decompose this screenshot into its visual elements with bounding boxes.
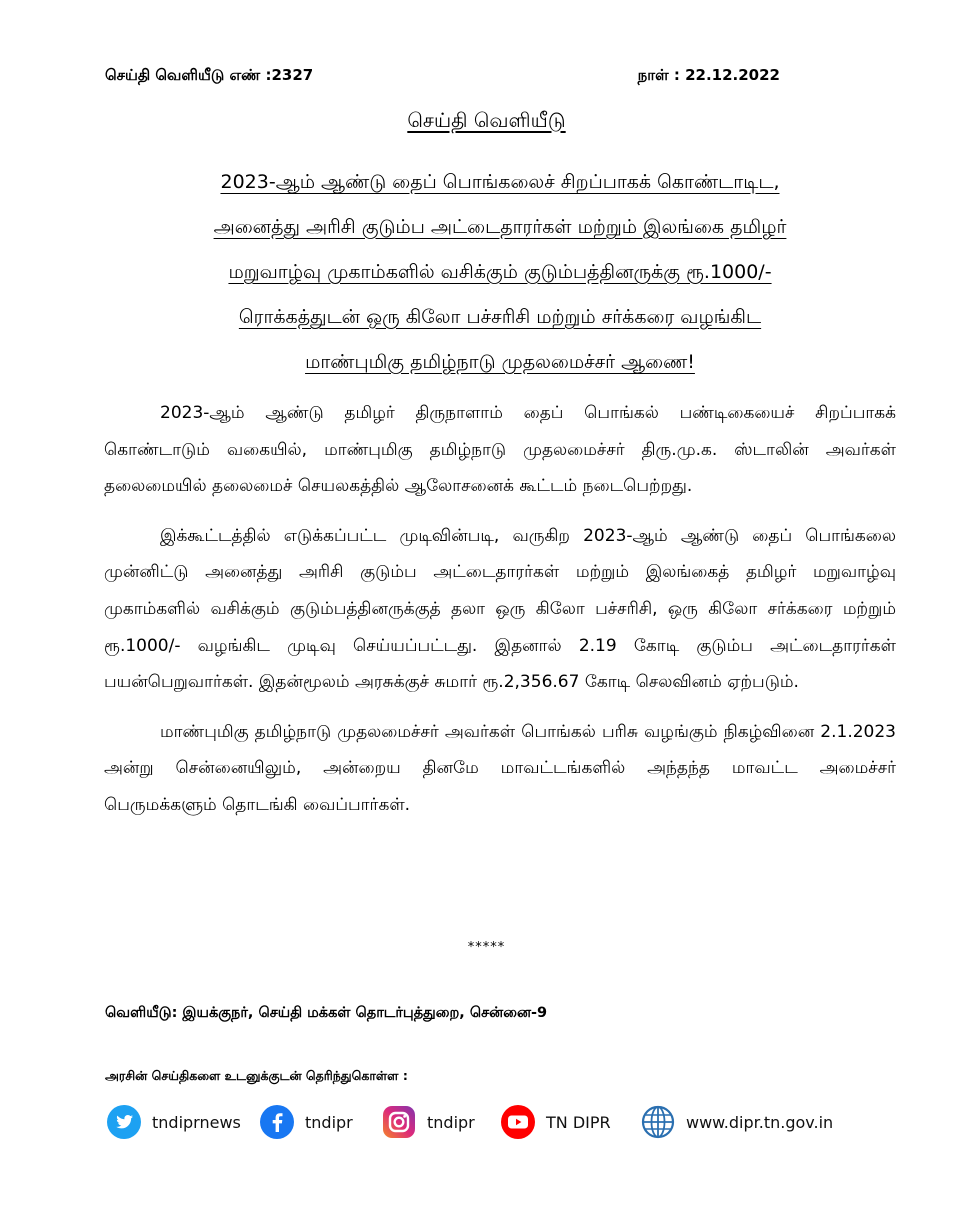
social-link-facebook[interactable] [259,1102,353,1142]
social-links [106,1102,846,1142]
header-row [105,66,780,90]
release-date: நாள் : 22.12.2022 [637,66,780,84]
paragraph: இக்கூட்டத்தில் எடுக்கப்பட்ட முடிவின்படி, வருகிற 2023-ஆம் ஆண்டு தைப் பொங்கலை முன்னிட்டு அனைத்து அரிசி குடும்ப அட்டைதாரர்கள் மற்றும் இலங்கைத் தமிழர் மறுவாழ்வு முகாம்களில் வசிக்கும் குடும்பத்தினருக்குத் தலா ஒரு கிலோ பச்சரிசி, ஒரு கிலோ சர்க்கரை மற்றும் ரூ.1000/- வழங்கிட முடிவு செய்யப்பட்டது. இதனால் 2.19 கோடி குடும்ப அட்டைதாரர்கள் பயன்பெறுவார்கள். இதன்மூலம் அரசுக்குச் சுமார் ரூ.2,356.67 கோடி செலவினம் ஏற்படும். [104,525,896,693]
document-title: செய்தி வெளியீடு [407,108,566,132]
headline-line: மாண்புமிகு தமிழ்நாடு முதலமைச்சர் ஆணை! [305,351,695,373]
facebook-icon [259,1104,295,1140]
globe-icon [640,1104,676,1140]
headline-line: 2023-ஆம் ஆண்டு தைப் பொங்கலைச் சிறப்பாகக் கொண்டாடிட, [220,171,780,193]
separator: ***** [467,940,506,955]
paragraph: 2023-ஆம் ஆண்டு தமிழர் திருநாளாம் தைப் பொங்கல் பண்டிகையைச் சிறப்பாகக் கொண்டாடும் வகையில், மாண்புமிகு தமிழ்நாடு முதலமைச்சர் திரு.மு.க. ஸ்டாலின் அவர்கள் தலைமையில் தலைமைச் செயலகத்தில் ஆலோசனைக் கூட்டம் நடைபெற்றது. [104,403,896,497]
headline [100,160,900,385]
social-heading: அரசின் செய்திகளை உடனுக்குடன் தெரிந்துகொள்ள : [105,1068,408,1083]
youtube-handle: TN DIPR [546,1112,611,1132]
twitter-icon [106,1104,142,1140]
headline-line: அனைத்து அரிசி குடும்ப அட்டைதாரர்கள் மற்றும் இலங்கை தமிழர் [213,216,787,238]
twitter-handle: tndiprnews [152,1112,241,1132]
youtube-icon [500,1104,536,1140]
instagram-icon [381,1104,417,1140]
body-text [104,395,896,824]
social-link-website[interactable] [640,1102,833,1142]
footer-source: வெளியீடு: இயக்குநர், செய்தி மக்கள் தொடர்புத்துறை, சென்னை-9 [105,1005,548,1021]
website-url: www.dipr.tn.gov.in [686,1112,834,1132]
release-number: செய்தி வெளியீடு எண் :2327 [105,66,314,84]
social-link-youtube[interactable] [500,1102,611,1142]
instagram-handle: tndipr [427,1112,475,1132]
social-link-twitter[interactable] [106,1102,241,1142]
facebook-handle: tndipr [305,1112,353,1132]
headline-line: மறுவாழ்வு முகாம்களில் வசிக்கும் குடும்பத்தினருக்கு ரூ.1000/- [228,261,772,283]
headline-line: ரொக்கத்துடன் ஒரு கிலோ பச்சரிசி மற்றும் சர்க்கரை வழங்கிட [238,306,762,328]
paragraph: மாண்புமிகு தமிழ்நாடு முதலமைச்சர் அவர்கள் பொங்கல் பரிசு வழங்கும் நிகழ்வினை 2.1.2023 அன்று சென்னையிலும், அன்றைய தினமே மாவட்டங்களில் அந்தந்த மாவட்ட அமைச்சர் பெருமக்களும் தொடங்கி வைப்பார்கள். [104,721,896,815]
social-link-instagram[interactable] [381,1102,475,1142]
